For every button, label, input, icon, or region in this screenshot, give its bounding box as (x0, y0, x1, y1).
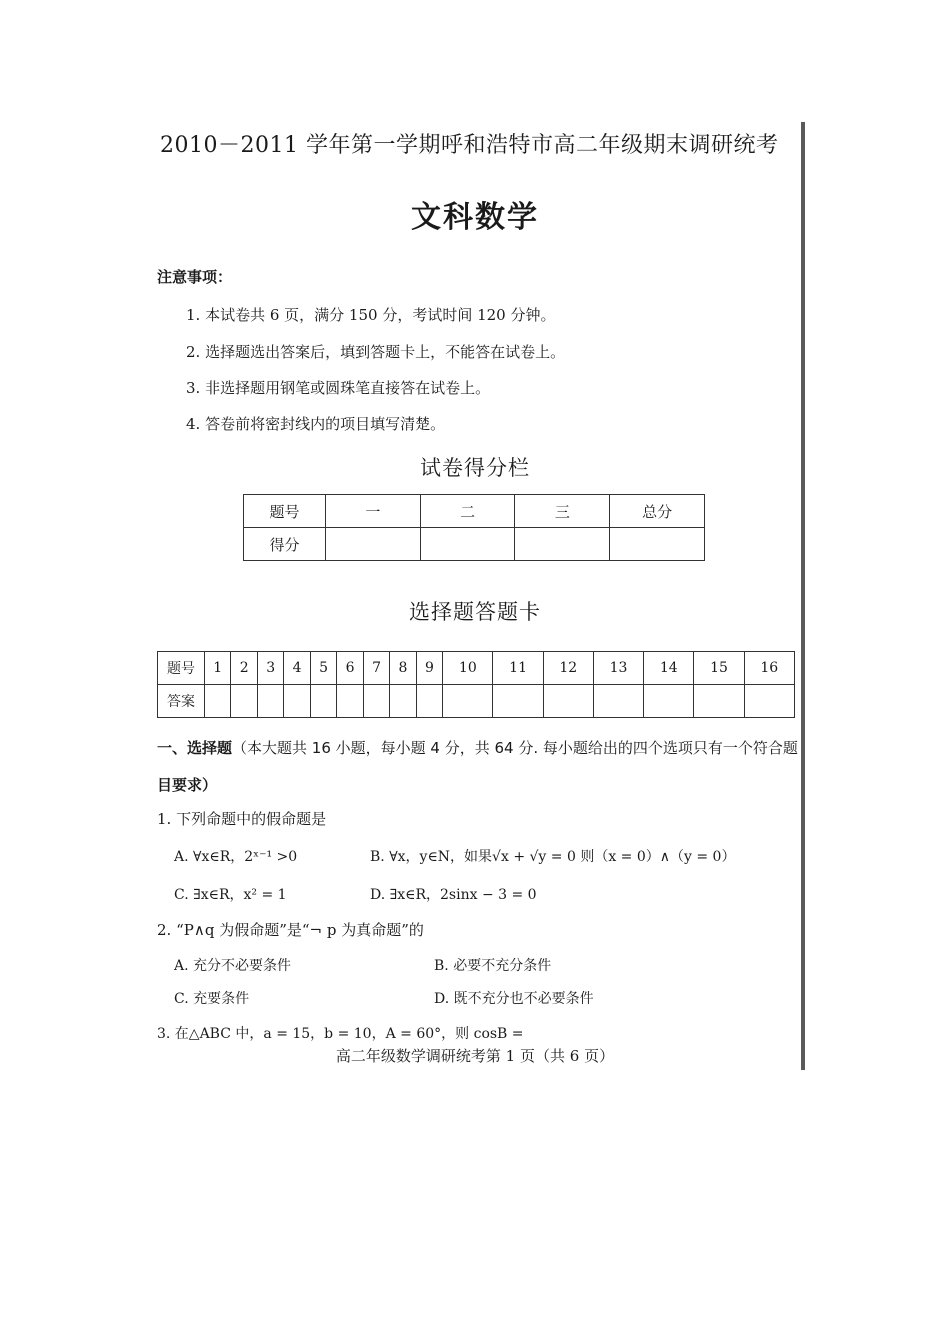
question-number-cell: 13 (593, 652, 643, 685)
notice-item-2: 2. 选择题选出答案后，填到答题卡上，不能答在试卷上。 (186, 343, 566, 361)
question-number-cell: 16 (744, 652, 794, 685)
question-2-option-d: D. 既不充分也不必要条件 (434, 991, 594, 1007)
question-number-cell: 6 (337, 652, 363, 685)
notice-item-4: 4. 答卷前将密封线内的项目填写清楚。 (186, 415, 446, 433)
section1-heading (157, 737, 798, 758)
score-cell[interactable] (610, 528, 705, 561)
score-header-cell: 总分 (610, 495, 705, 528)
score-header-cell: 三 (515, 495, 610, 528)
notice-heading: 注意事项： (157, 268, 233, 286)
question-3-stem: 3. 在△ABC 中，a = 15，b = 10，A = 60°，则 cosB = (157, 1026, 524, 1042)
answer-cell[interactable] (390, 685, 416, 718)
subject-title: 文科数学 (411, 200, 539, 235)
answer-cell[interactable] (694, 685, 744, 718)
question-2-option-a: A. 充分不必要条件 (174, 958, 292, 974)
score-cell[interactable] (420, 528, 515, 561)
answer-cell[interactable] (644, 685, 694, 718)
notice-item-1: 1. 本试卷共 6 页，满分 150 分，考试时间 120 分钟。 (186, 306, 556, 324)
question-2-stem: 2. “P∧q 为假命题”是“¬ p 为真命题”的 (157, 921, 424, 939)
score-header-cell: 题号 (244, 495, 326, 528)
answer-row-label: 答案 (158, 685, 205, 718)
answer-cell[interactable] (337, 685, 363, 718)
answer-cell[interactable] (363, 685, 389, 718)
question-number-cell: 3 (257, 652, 283, 685)
question-number-cell: 7 (363, 652, 389, 685)
question-number-cell: 2 (231, 652, 257, 685)
answer-cell[interactable] (231, 685, 257, 718)
score-header-cell: 一 (325, 495, 420, 528)
section1-heading-bold: 一、选择题 (157, 739, 233, 757)
question-2-option-c: C. 充要条件 (174, 991, 250, 1007)
section1-heading-rest: （本大题共 16 小题，每小题 4 分，共 64 分. 每小题给出的四个选项只有一个符合题 (232, 739, 798, 757)
answer-cell[interactable] (744, 685, 794, 718)
answer-header-label: 题号 (158, 652, 205, 685)
answer-cell[interactable] (493, 685, 543, 718)
notice-item-3: 3. 非选择题用钢笔或圆珠笔直接答在试卷上。 (186, 379, 491, 397)
score-cell[interactable] (515, 528, 610, 561)
question-number-cell: 10 (443, 652, 493, 685)
answer-cell[interactable] (205, 685, 231, 718)
question-number-cell: 5 (310, 652, 336, 685)
score-table-caption: 试卷得分栏 (420, 456, 530, 480)
answer-card-table (157, 651, 795, 718)
answer-card-caption: 选择题答题卡 (409, 600, 541, 624)
question-number-cell: 9 (416, 652, 442, 685)
question-number-cell: 12 (543, 652, 593, 685)
answer-cell[interactable] (593, 685, 643, 718)
answer-cell[interactable] (543, 685, 593, 718)
section1-heading-line2: 目要求） (157, 776, 218, 794)
question-number-cell: 8 (390, 652, 416, 685)
question-number-cell: 1 (205, 652, 231, 685)
question-number-cell: 4 (284, 652, 310, 685)
question-2-option-b: B. 必要不充分条件 (434, 958, 552, 974)
answer-cell[interactable] (443, 685, 493, 718)
score-table (243, 494, 705, 561)
answer-card-answer-row (158, 685, 795, 718)
answer-cell[interactable] (284, 685, 310, 718)
answer-cell[interactable] (257, 685, 283, 718)
answer-card-number-row (158, 652, 795, 685)
score-table-header-row (244, 495, 705, 528)
question-1-option-b: B. ∀x，y∈N，如果√x + √y = 0 则（x = 0）∧（y = 0） (370, 849, 736, 865)
question-number-cell: 14 (644, 652, 694, 685)
score-header-cell: 二 (420, 495, 515, 528)
question-number-cell: 11 (493, 652, 543, 685)
question-number-cell: 15 (694, 652, 744, 685)
exam-title: 2010－2011 学年第一学期呼和浩特市高二年级期末调研统考 (160, 133, 779, 158)
page-footer: 高二年级数学调研统考第 1 页（共 6 页） (335, 1047, 615, 1065)
question-1-option-c: C. ∃x∈R，x² = 1 (174, 887, 287, 903)
question-1-option-a: A. ∀x∈R，2ˣ⁻¹ >0 (174, 849, 298, 865)
question-1-option-d: D. ∃x∈R，2sinx − 3 = 0 (370, 887, 537, 903)
score-row-label: 得分 (244, 528, 326, 561)
question-1-stem: 1. 下列命题中的假命题是 (157, 810, 327, 828)
score-table-score-row (244, 528, 705, 561)
answer-cell[interactable] (416, 685, 442, 718)
answer-cell[interactable] (310, 685, 336, 718)
score-cell[interactable] (325, 528, 420, 561)
